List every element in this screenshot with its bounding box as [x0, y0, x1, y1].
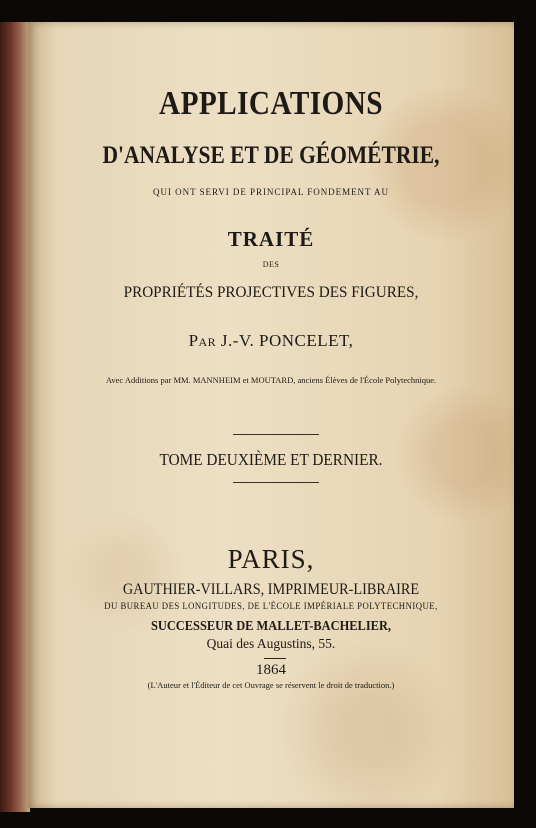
address-line: Quai des Augustins, 55.: [206, 636, 336, 651]
book-subtitle: D'ANALYSE ET DE GÉOMÉTRIE,: [102, 142, 440, 169]
book-title: APPLICATIONS: [159, 85, 383, 122]
author-line: Par J.-V. PONCELET,: [188, 331, 354, 350]
tome-line: TOME DEUXIÈME ET DERNIER.: [159, 450, 383, 469]
publisher-line: GAUTHIER-VILLARS, IMPRIMEUR-LIBRAIRE: [122, 581, 420, 598]
additions-line: Avec Additions par MM. MANNHEIM et MOUTARD, anciens Élèves de l'École Polytechnique.: [105, 375, 437, 385]
des-line: DES: [262, 260, 280, 269]
traite-heading: TRAITÉ: [227, 227, 315, 251]
year-line: 1864: [256, 662, 286, 678]
title-page: [28, 22, 514, 808]
divider-top: [233, 434, 319, 435]
successor-line: SUCCESSEUR DE MALLET-BACHELIER,: [150, 618, 392, 633]
book-spine: [0, 22, 30, 812]
year-rule: [264, 658, 286, 659]
bureau-line: DU BUREAU DES LONGITUDES, DE L'ÉCOLE IMPÉRIALE POLYTECHNIQUE,: [104, 602, 438, 612]
proprietes-line: PROPRIÉTÉS PROJECTIVES DES FIGURES,: [123, 284, 419, 301]
served-line: QUI ONT SERVI DE PRINCIPAL FONDEMENT AU: [153, 188, 389, 198]
divider-bottom: [233, 482, 319, 483]
city-line: PARIS,: [227, 544, 315, 574]
rights-line: (L'Auteur et l'Éditeur de cet Ouvrage se réservent le droit de traduction.): [147, 680, 395, 690]
